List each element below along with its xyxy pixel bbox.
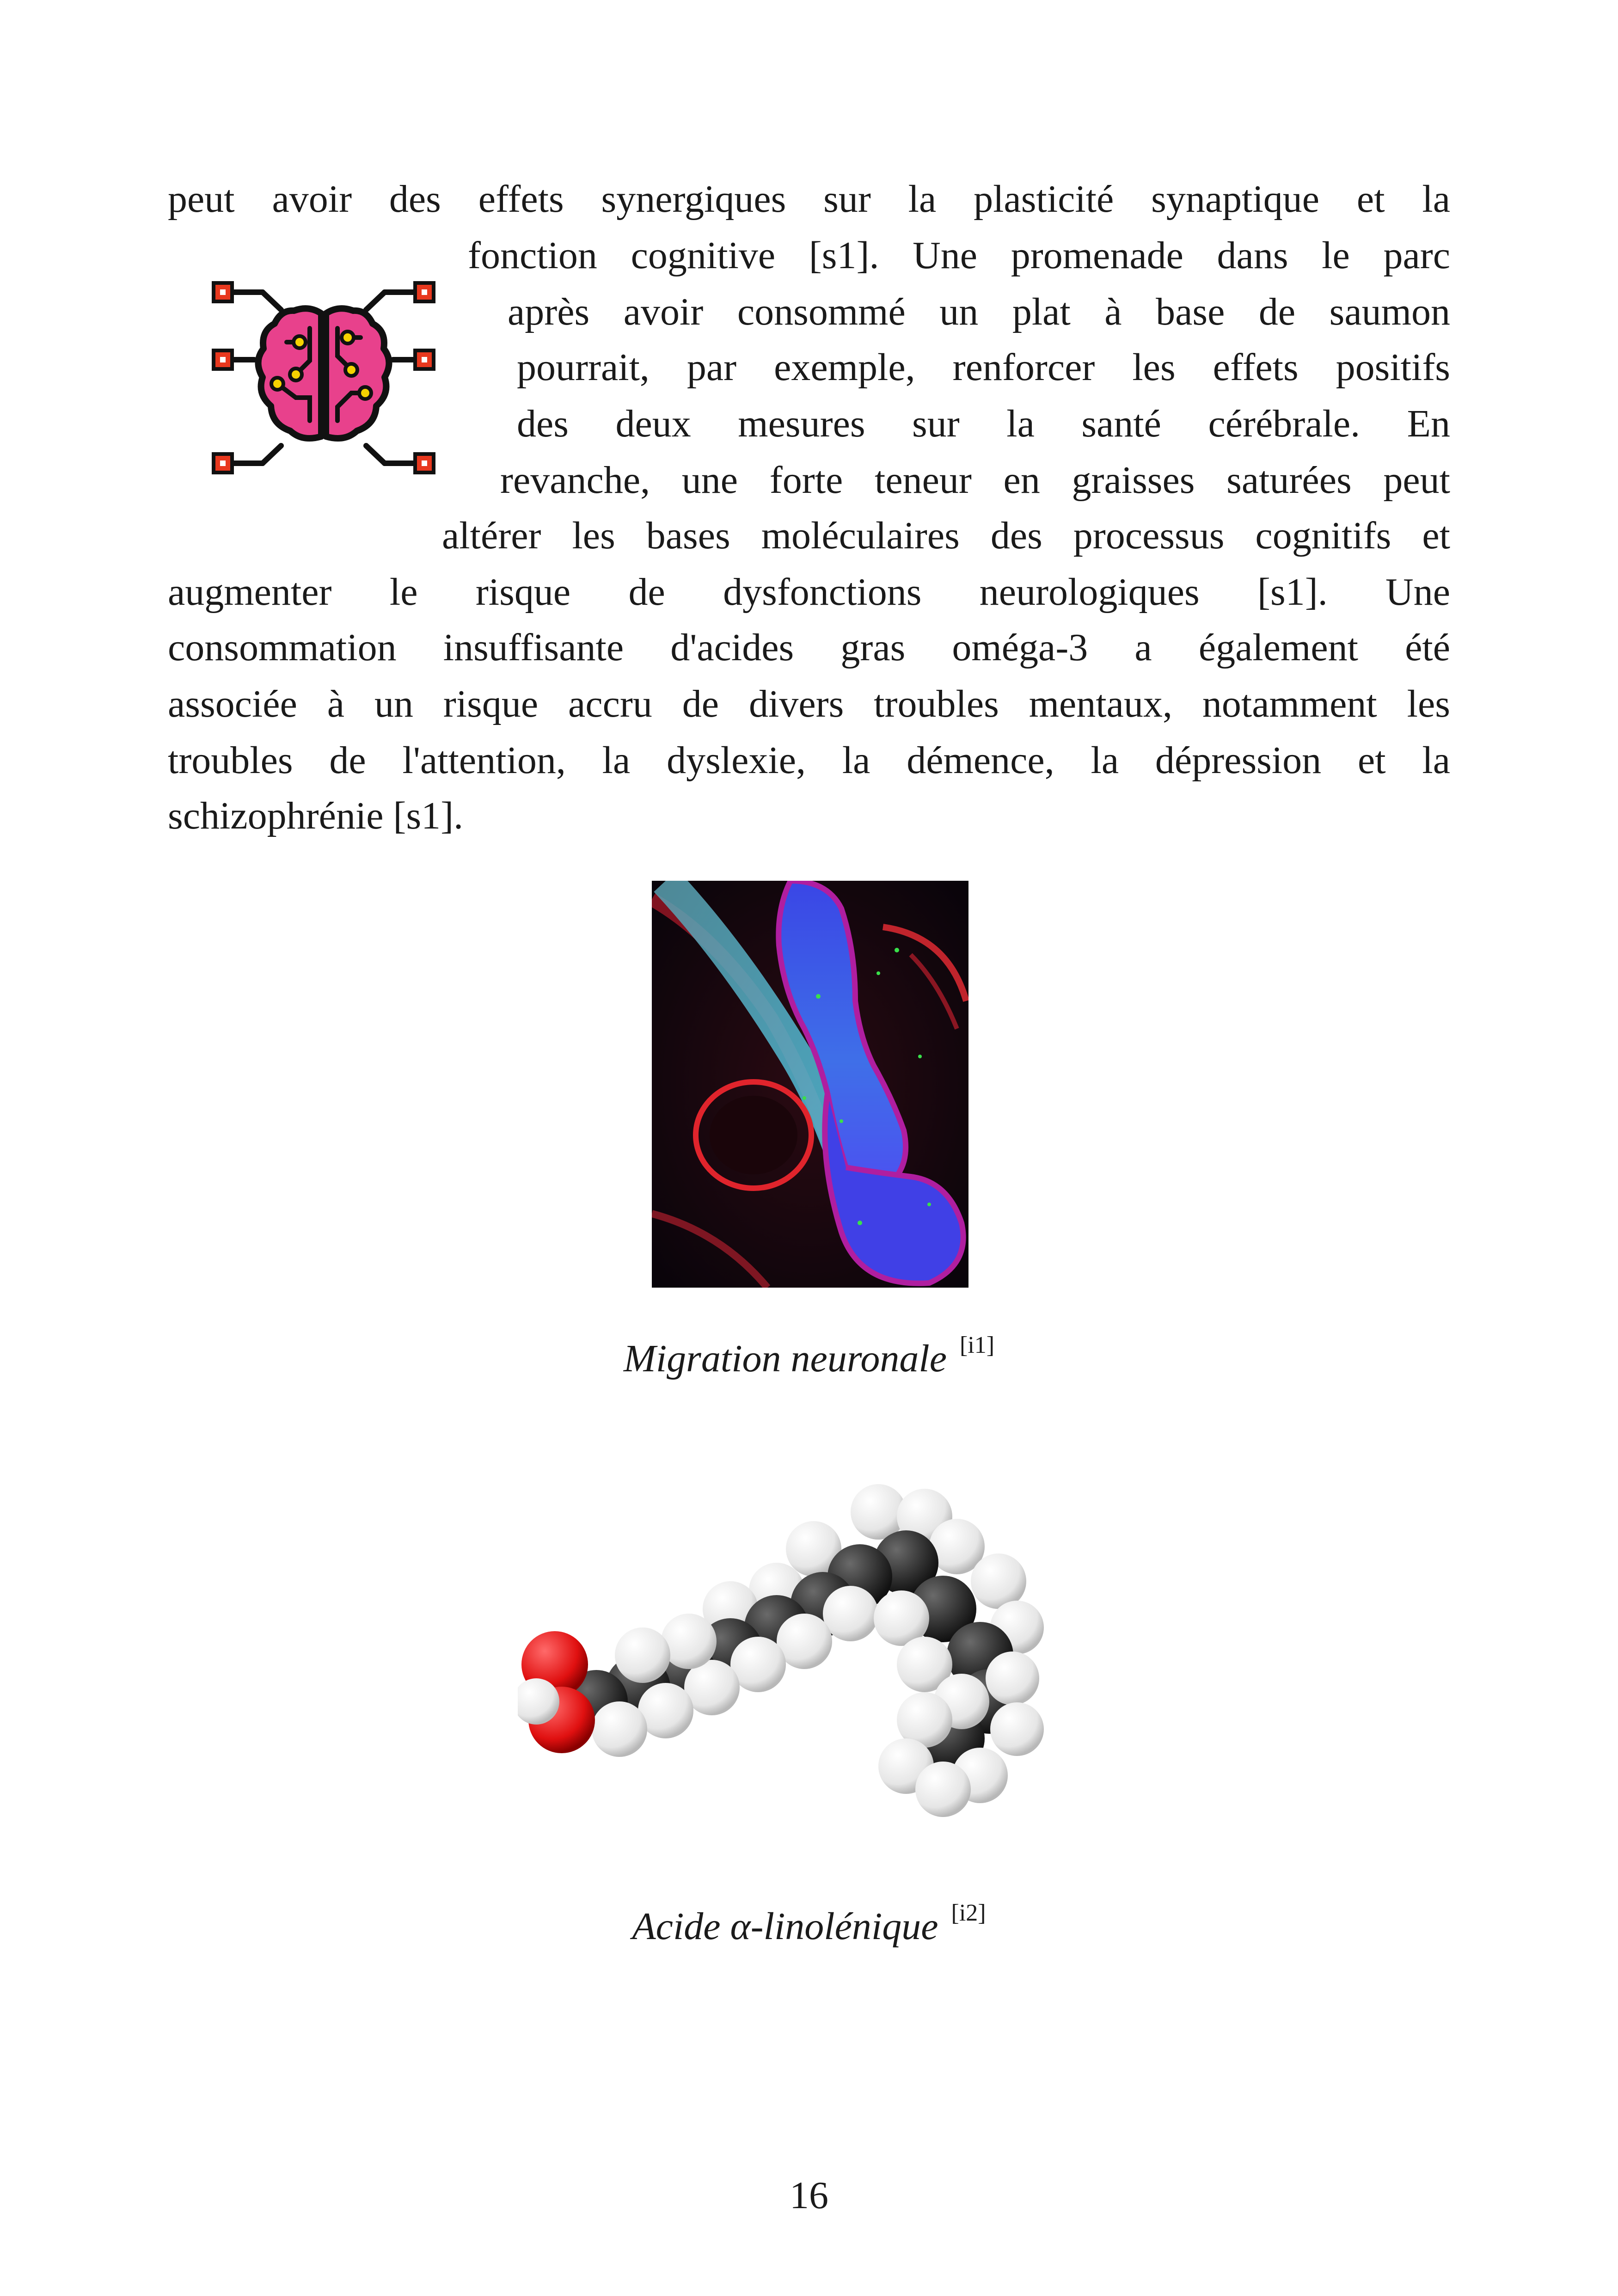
brain-circuit-icon <box>203 259 444 499</box>
caption-text: Migration neuronale <box>623 1337 947 1380</box>
figure-ref: [i2] <box>951 1900 986 1926</box>
text-line: des deux mesures sur la santé cérébrale. En <box>517 402 1450 445</box>
figure-caption <box>0 1899 1618 1949</box>
text-line: associée à un risque accru de divers troubles mentaux, notamment les <box>168 682 1450 725</box>
figure-ref: [i1] <box>960 1332 995 1358</box>
text-line: consommation insuffisante d'acides gras oméga-3 a également été <box>168 626 1450 669</box>
caption-text: Acide α-linolénique <box>632 1905 938 1948</box>
text-line: troubles de l'attention, la dyslexie, la démence, la dépression et la <box>168 739 1450 782</box>
neuron-migration-image <box>652 881 968 1288</box>
text-line: revanche, une forte teneur en graisses saturées peut <box>500 459 1450 502</box>
molecule-atoms <box>518 1484 1044 1817</box>
text-line: après avoir consommé un plat à base de saumon <box>508 290 1450 333</box>
alpha-linolenic-acid-model <box>518 1470 1096 1840</box>
page-number: 16 <box>790 2174 828 2217</box>
text-line: pourrait, par exemple, renforcer les effets positifs <box>517 346 1450 389</box>
text-line: schizophrénie [s1]. <box>168 794 464 837</box>
text-line: fonction cognitive [s1]. Une promenade dans le parc <box>468 234 1450 277</box>
text-line: peut avoir des effets synergiques sur la plasticité synaptique et la <box>168 178 1450 221</box>
text-line: altérer les bases moléculaires des processus cognitifs et <box>442 514 1450 557</box>
figure-caption <box>0 1332 1618 1381</box>
text-line: augmenter le risque de dysfonctions neurologiques [s1]. Une <box>168 571 1450 614</box>
